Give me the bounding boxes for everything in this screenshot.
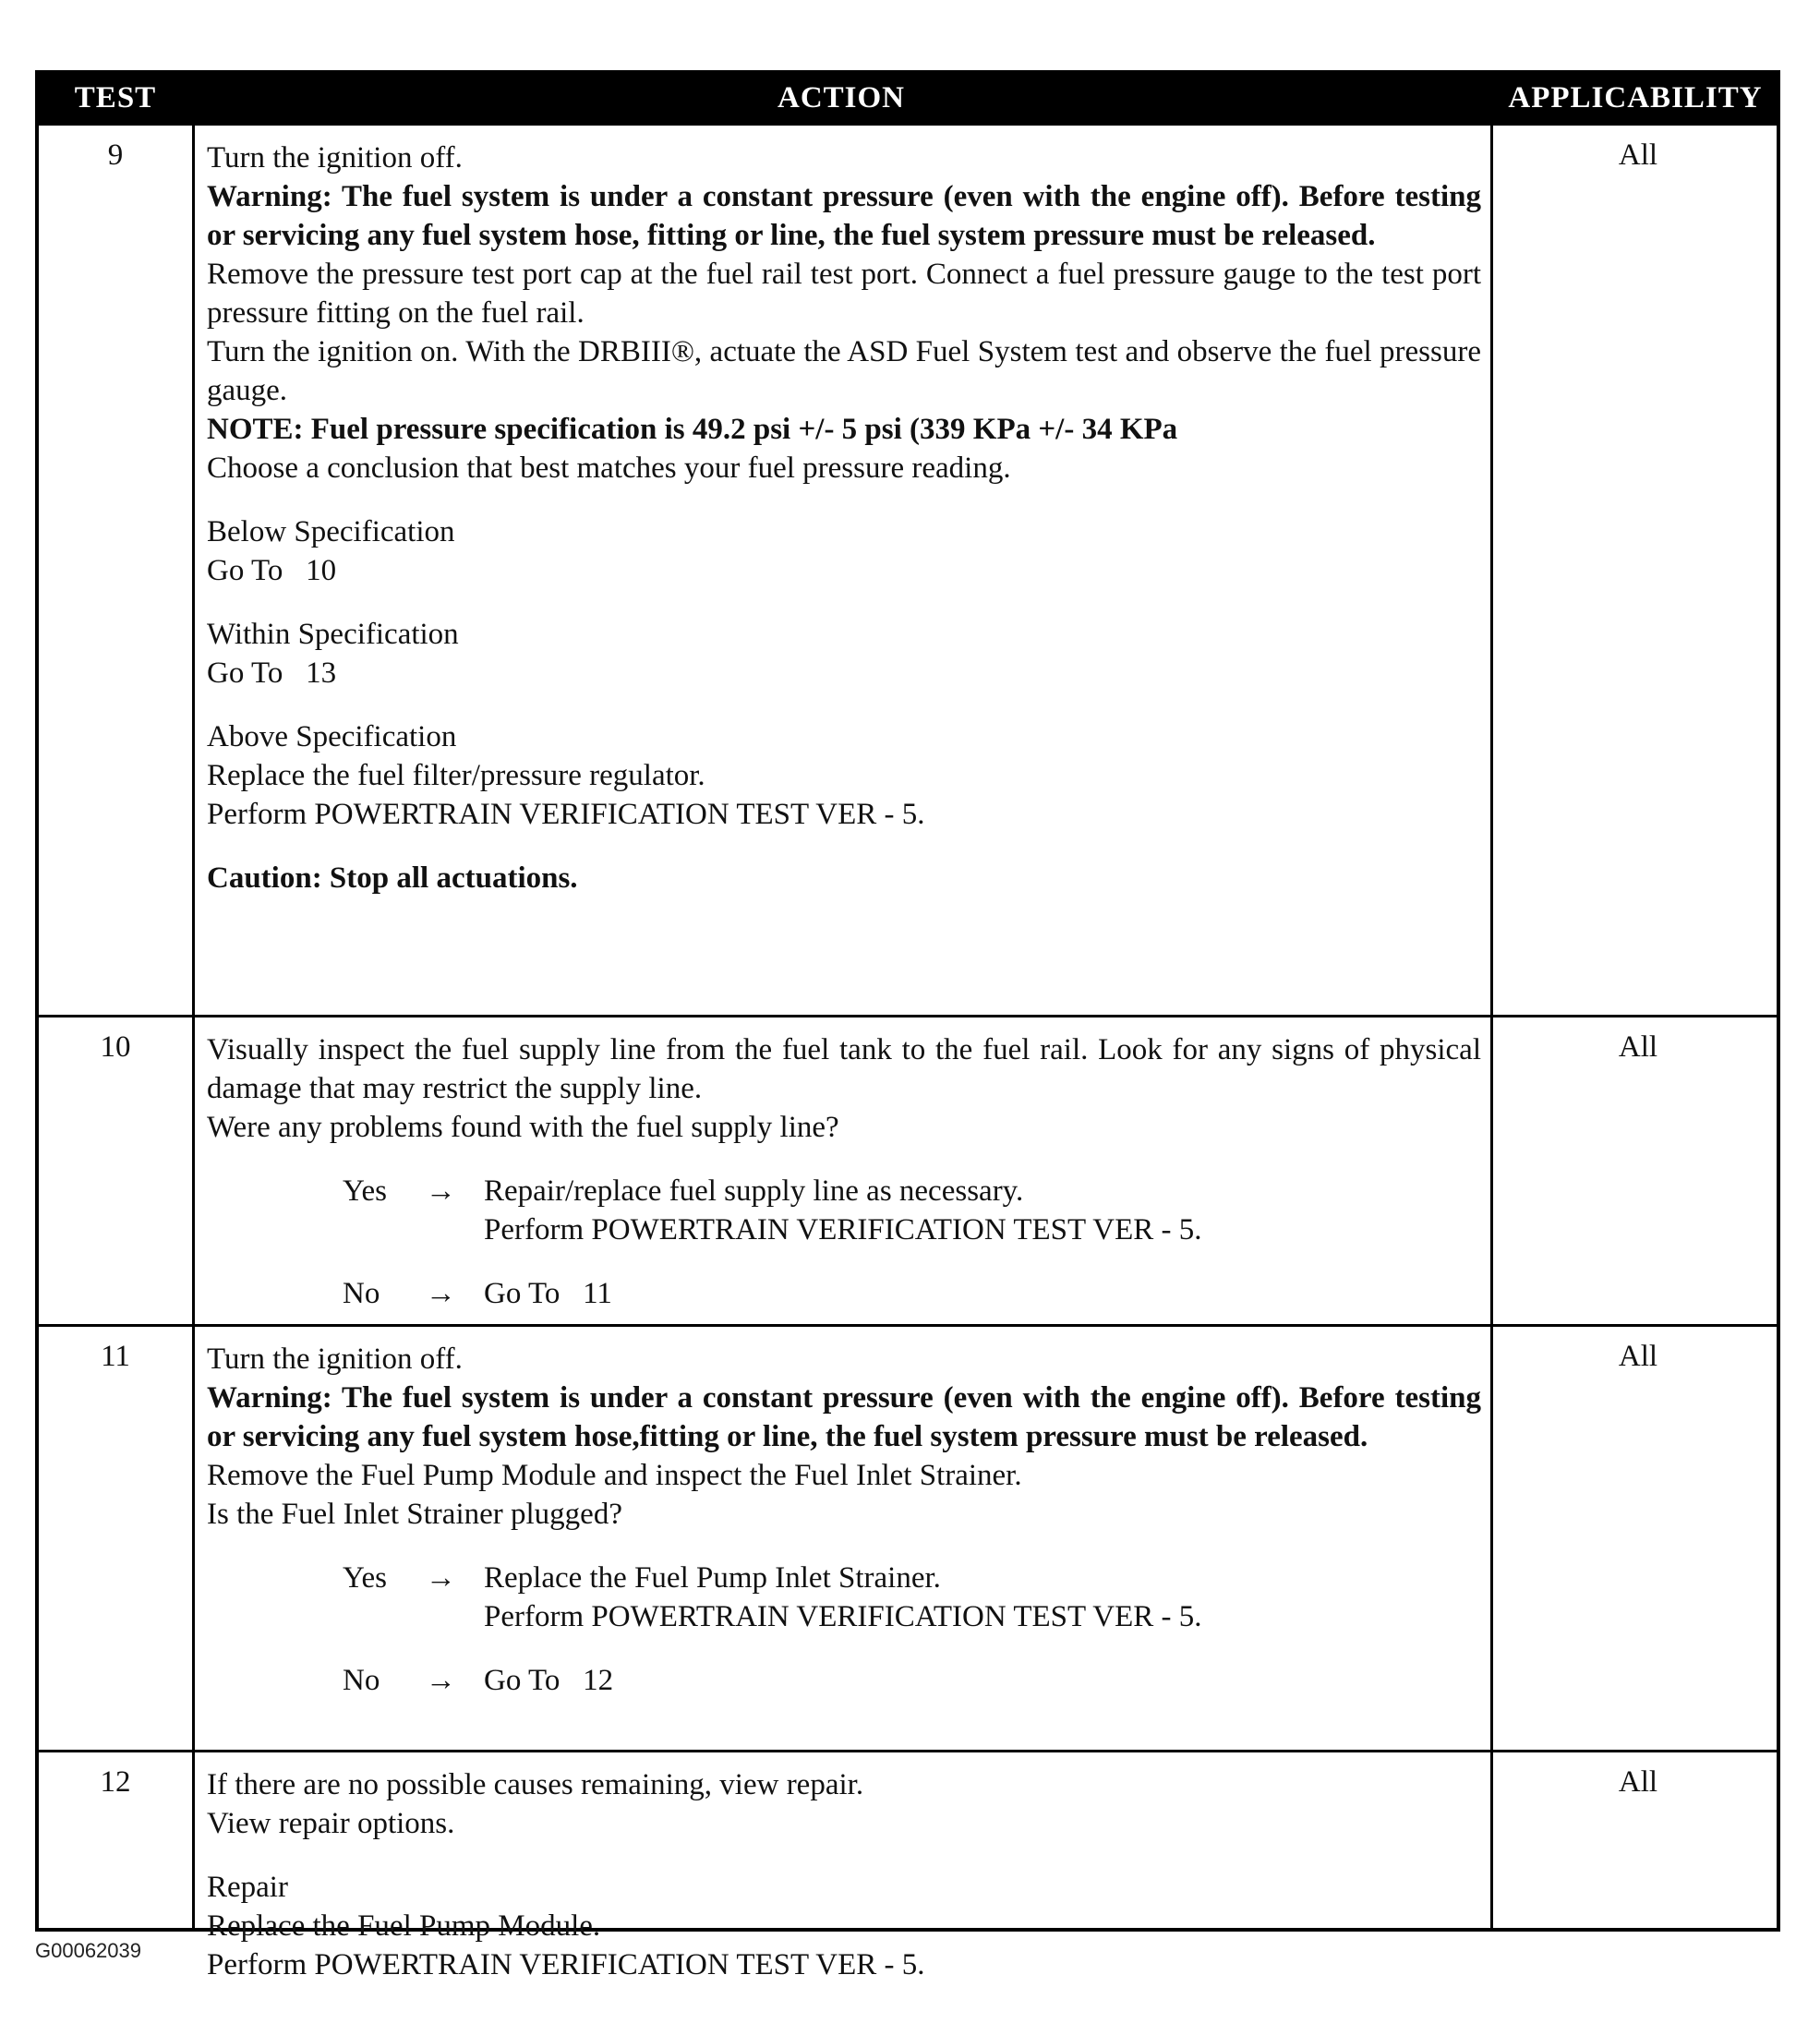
repair-result: Replace the Fuel Pump Module. xyxy=(207,1909,601,1943)
action-line: Were any problems found with the fuel supply line? xyxy=(207,1111,839,1144)
action-line: Choose a conclusion that best matches your fuel pressure reading. xyxy=(207,452,1011,485)
test-number: 10 xyxy=(100,1030,131,1064)
table-row xyxy=(39,126,1777,1018)
yes-label: Yes xyxy=(343,1561,388,1595)
note-text: NOTE: Fuel pressure specification is 49.2 psi +/- 5 psi (339 KPa +/- 34 KPa xyxy=(207,413,1178,446)
option-label: Below Specification xyxy=(207,515,455,548)
action-cell xyxy=(207,1030,1481,1313)
figure-code: G00062039 xyxy=(35,1939,141,1962)
no-branch xyxy=(343,1661,1481,1700)
applicability-value: All xyxy=(1618,1030,1658,1064)
repair-label: Repair xyxy=(207,1871,288,1904)
action-line: View repair options. xyxy=(207,1807,455,1840)
yes-result: Replace the Fuel Pump Inlet Strainer. xyxy=(484,1561,941,1595)
test-number: 11 xyxy=(101,1340,130,1373)
yes-result: Perform POWERTRAIN VERIFICATION TEST VER - 5. xyxy=(484,1600,1202,1633)
action-cell xyxy=(207,138,1481,897)
test-number: 12 xyxy=(100,1765,131,1799)
action-line: Is the Fuel Inlet Strainer plugged? xyxy=(207,1498,622,1531)
applicability-value: All xyxy=(1618,138,1658,172)
applicability-value: All xyxy=(1618,1340,1658,1373)
yes-branch xyxy=(343,1172,1481,1249)
yes-result: Perform POWERTRAIN VERIFICATION TEST VER - 5. xyxy=(484,1213,1202,1246)
yes-label: Yes xyxy=(343,1174,388,1208)
action-cell xyxy=(207,1340,1481,1700)
action-line: Turn the ignition on. With the DRBIII®, actuate the ASD Fuel System test and observe the fuel pressure gauge. xyxy=(207,335,1481,407)
option-label: Above Specification xyxy=(207,720,457,753)
test-number: 9 xyxy=(107,138,124,172)
action-line: Turn the ignition off. xyxy=(207,141,463,175)
yes-result: Repair/replace fuel supply line as necessary. xyxy=(484,1174,1024,1208)
yes-branch xyxy=(343,1559,1481,1636)
arrow-icon: → xyxy=(426,1561,456,1595)
no-result: Go To 12 xyxy=(484,1664,614,1697)
table-row xyxy=(39,1018,1777,1327)
warning-text: Warning: The fuel system is under a constant pressure (even with the engine off). Before testing or servicing any fuel system hose, fitting or line, the fuel system pressure must be released. xyxy=(207,180,1481,252)
option-label: Within Specification xyxy=(207,618,459,651)
no-result: Go To 11 xyxy=(484,1277,612,1310)
option-result: Replace the fuel filter/pressure regulator. xyxy=(207,759,705,792)
action-line: If there are no possible causes remaining, view repair. xyxy=(207,1768,864,1801)
warning-text: Warning: The fuel system is under a constant pressure (even with the engine off). Before testing or servicing any fuel system hose,fitting or line, the fuel system pressure must be released. xyxy=(207,1381,1481,1453)
action-line: Visually inspect the fuel supply line from the fuel tank to the fuel rail. Look for any signs of physical damage that may restrict the supply line. xyxy=(207,1033,1481,1105)
no-branch xyxy=(343,1274,1481,1313)
arrow-icon: → xyxy=(426,1277,456,1310)
header-test: TEST xyxy=(74,81,157,114)
no-label: No xyxy=(343,1664,380,1697)
no-label: No xyxy=(343,1277,380,1310)
table-row xyxy=(39,1327,1777,1752)
action-cell xyxy=(207,1765,1481,1984)
action-line: Remove the pressure test port cap at the fuel rail test port. Connect a fuel pressure gauge to the test port pressure fitting on the fuel rail. xyxy=(207,258,1481,330)
applicability-value: All xyxy=(1618,1765,1658,1799)
header-applicability: APPLICABILITY xyxy=(1508,81,1763,114)
action-line: Remove the Fuel Pump Module and inspect the Fuel Inlet Strainer. xyxy=(207,1459,1022,1492)
option-result: Go To 10 xyxy=(207,554,337,587)
caution-text: Caution: Stop all actuations. xyxy=(207,861,578,895)
action-line: Turn the ignition off. xyxy=(207,1343,463,1376)
option-result: Perform POWERTRAIN VERIFICATION TEST VER - 5. xyxy=(207,798,925,831)
table-header xyxy=(39,74,1777,126)
header-action: ACTION xyxy=(777,81,906,114)
option-result: Go To 13 xyxy=(207,656,337,690)
repair-result: Perform POWERTRAIN VERIFICATION TEST VER - 5. xyxy=(207,1948,925,1981)
arrow-icon: → xyxy=(426,1174,456,1208)
arrow-icon: → xyxy=(426,1664,456,1697)
